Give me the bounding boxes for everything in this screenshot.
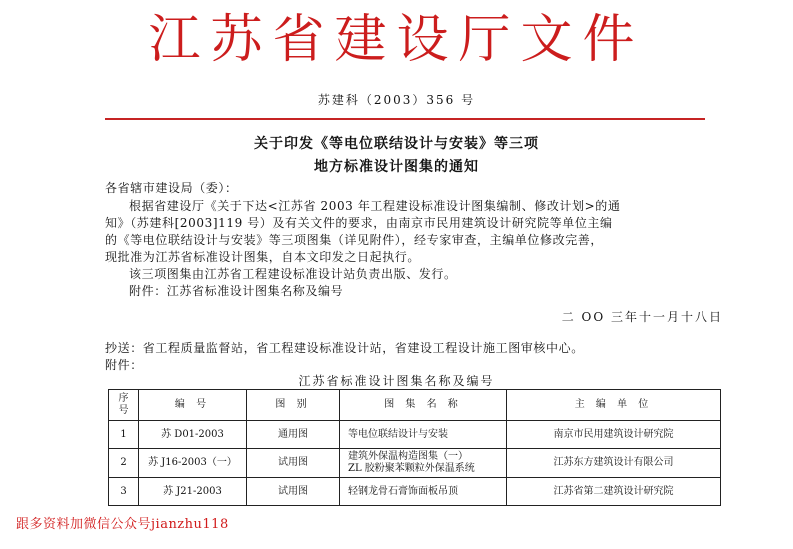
header-seq-line-1: 序	[118, 393, 129, 404]
row-seq: 3	[109, 478, 139, 506]
table-header-row	[109, 390, 721, 421]
paragraph-1-line-2: 知》（苏建科[2003]119 号）及有关文件的要求，由南京市民用建筑设计研究院等单位主编	[105, 216, 613, 230]
attachment-label: 附件：	[105, 358, 143, 372]
header-name: 图 集 名 称	[340, 390, 507, 421]
cc-line: 抄送：省工程质量监督站，省工程建设标准设计站，省建设工程设计施工图审核中心。	[105, 341, 584, 355]
row-unit: 江苏东方建筑设计有限公司	[507, 449, 721, 478]
footer-watermark-note: 跟多资料加微信公众号jianzhu118	[16, 517, 229, 532]
header-unit: 主 编 单 位	[507, 390, 721, 421]
header-seq-line-2: 号	[118, 405, 129, 416]
paragraph-3: 附件：江苏省标准设计图集名称及编号	[129, 284, 344, 298]
row-name-line-1: 建筑外保温构造图集（一）	[348, 451, 468, 462]
row-name-line-1: 等电位联结设计与安装	[348, 428, 448, 440]
atlas-table	[108, 389, 721, 506]
row-type: 试用图	[247, 478, 340, 506]
table-caption: 江苏省标准设计图集名称及编号	[298, 374, 495, 388]
row-name-line-1: 轻钢龙骨石膏饰面板吊顶	[348, 485, 458, 497]
header-type: 图 别	[247, 390, 340, 421]
paragraph-1-line-4: 现批准为江苏省标准设计图集，自本文印发之日起执行。	[105, 250, 421, 264]
row-type: 试用图	[247, 449, 340, 478]
document-number: 苏建科（2003）356 号	[317, 93, 476, 107]
row-code: 苏 J16-2003（一）	[139, 449, 247, 478]
salutation: 各省辖市建设局（委）：	[105, 181, 238, 195]
red-divider	[105, 118, 705, 120]
row-type: 通用图	[247, 421, 340, 449]
row-seq: 2	[109, 449, 139, 478]
row-name	[340, 478, 507, 506]
paragraph-1-line-3: 的《等电位联结设计与安装》等三项图集（详见附件），经专家审查，主编单位修改完善，	[105, 233, 604, 247]
header-code: 编 号	[139, 390, 247, 421]
row-code: 苏 J21-2003	[139, 478, 247, 506]
row-unit: 南京市民用建筑设计研究院	[507, 421, 721, 449]
row-name	[340, 421, 507, 449]
issue-date: 二 OO 三年十一月十八日	[561, 310, 723, 324]
row-code: 苏 D01-2003	[139, 421, 247, 449]
row-unit: 江苏省第二建筑设计研究院	[507, 478, 721, 506]
row-name	[340, 449, 507, 478]
table-row	[109, 449, 721, 478]
notice-title-line-2: 地方标准设计图集的通知	[314, 159, 479, 175]
paragraph-1-line-1: 根据省建设厅《关于下达<江苏省 2003 年工程建设标准设计图集编制、修改计划>的通	[129, 199, 621, 213]
agency-title: 江苏省建设厅文件	[148, 10, 645, 70]
row-name-line-2: ZL 胶粉聚苯颗粒外保温系统	[348, 463, 475, 474]
paragraph-2: 该三项图集由江苏省工程建设标准设计站负责出版、发行。	[129, 267, 457, 281]
row-seq: 1	[109, 421, 139, 449]
header-seq	[109, 390, 139, 421]
notice-title-line-1: 关于印发《等电位联结设计与安装》等三项	[254, 136, 539, 152]
table-row	[109, 478, 721, 506]
table-row	[109, 421, 721, 449]
